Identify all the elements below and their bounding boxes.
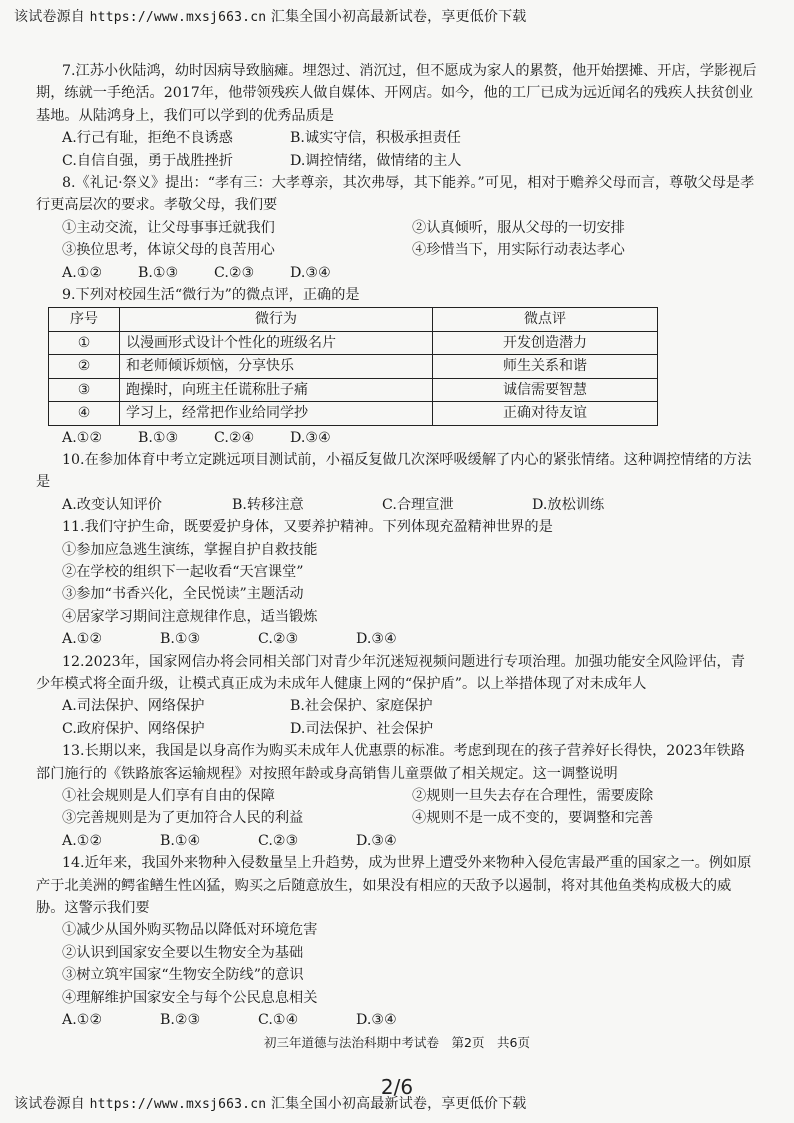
question-9: [36, 284, 758, 449]
options-row: [62, 1009, 758, 1031]
options-row: [62, 494, 758, 516]
option-a: A.①②: [62, 832, 103, 849]
option-c: C.政府保护、网络保护: [62, 720, 205, 737]
banner-url[interactable]: https://www.mxsj663.cn: [89, 1097, 267, 1112]
item-3: ③完善规则是为了更加符合人民的利益: [62, 810, 304, 827]
question-stem: 7.江苏小伙陆鸿，幼时因病导致脑瘫。埋怨过、消沉过，但不愿成为家人的累赘，他开始摆摊、开店，学影视后期，练就一手绝活。2017年，他带领残疾人做自媒体、开网店。如今，他的工厂已成为远近闻名的残疾人扶贫创业基地。从陆鸿身上，我们可以学到的优秀品质是: [36, 63, 757, 124]
option-d: D.③④: [356, 1012, 397, 1029]
options-row: [62, 262, 758, 284]
item-1: ①主动交流，让父母事事迁就我们: [62, 219, 275, 236]
item-1: ①参加应急逃生演练，掌握自护自救技能: [62, 541, 318, 558]
option-d: D.司法保护、社会保护: [290, 720, 434, 737]
question-12: [36, 651, 758, 741]
page-footer: 初三年道德与法治科期中考试卷 第2页 共6页: [264, 1035, 530, 1050]
options-row: [62, 718, 758, 740]
item-4: ④居家学习期间注意规律作息，适当锻炼: [62, 608, 318, 625]
option-b: B.转移注意: [232, 496, 304, 513]
banner-suffix: 汇集全国小初高最新试卷，享更低价下载: [270, 9, 527, 25]
table-cell: 诚信需要智慧: [433, 378, 658, 401]
question-10: [36, 449, 758, 516]
items-row: [62, 239, 758, 261]
option-b: B.社会保护、家庭保护: [290, 698, 433, 715]
question-13: [36, 740, 758, 852]
option-b: B.①③: [138, 264, 179, 281]
banner-prefix: 该试卷源自: [14, 9, 85, 25]
item-1: ①社会规则是人们享有自由的保障: [62, 788, 275, 804]
options-row: [62, 127, 758, 149]
column-header: 微点评: [433, 308, 658, 331]
item-3: ③换位思考，体谅父母的良苦用心: [62, 242, 275, 259]
table-header-row: [49, 308, 658, 331]
question-stem: 9.下列对校园生活“微行为”的微点评，正确的是: [62, 287, 360, 304]
question-8: [36, 172, 758, 284]
table-cell: 学习上，经常把作业给同学抄: [120, 402, 433, 425]
table-cell: ②: [49, 355, 120, 378]
item-2: ②在学校的组织下一起收看“天宫课堂”: [62, 563, 304, 580]
options-row: [62, 830, 758, 852]
table-row: [49, 355, 658, 378]
item-4: ④规则不是一成不变的，要调整和完善: [412, 810, 654, 827]
option-c: C.②④: [214, 429, 255, 446]
table-row: [49, 331, 658, 354]
option-d: D.调控情绪，做情绪的主人: [290, 152, 462, 169]
question-stem: 13.长期以来，我国是以身高作为购买未成年人优惠票的标准。考虑到现在的孩子营养好长得快，2023年铁路部门施行的《铁路旅客运输规程》对按照年龄或身高销售儿童票做了相关规定。这一调整说明: [36, 743, 745, 782]
table-row: [49, 402, 658, 425]
option-b: B.①③: [160, 631, 201, 648]
table-cell: 以漫画形式设计个性化的班级名片: [120, 331, 433, 354]
banner-suffix: 汇集全国小初高最新试卷，享更低价下载: [270, 1096, 527, 1112]
option-b: B.①③: [138, 429, 179, 446]
option-b: B.诚实守信，积极承担责任: [290, 130, 461, 147]
page-number: 2/6: [380, 1075, 414, 1099]
question-content: [36, 60, 758, 1031]
question-stem: 10.在参加体育中考立定跳远项目测试前，小福反复做几次深呼吸缓解了内心的紧张情绪。这种调控情绪的方法是: [36, 451, 752, 491]
table-cell: 正确对待友谊: [433, 402, 658, 425]
item-2: ②规则一旦失去存在合理性，需要废除: [412, 788, 654, 804]
option-a: A.①②: [62, 264, 103, 281]
source-banner-top: [14, 6, 780, 28]
question-14: [36, 852, 758, 1031]
option-d: D.③④: [356, 832, 397, 849]
option-c: C.合理宣泄: [382, 496, 454, 513]
item-4: ④珍惜当下，用实际行动表达孝心: [412, 242, 625, 259]
question-stem: 12.2023年，国家网信办将会同相关部门对青少年沉迷短视频问题进行专项治理。加强功能安全风险评估，青少年模式将全面升级，让模式真正成为未成年人健康上网的“保护盾”。以上举措体现了对未成年人: [36, 653, 745, 692]
options-row: [62, 427, 758, 449]
question-stem: 8.《礼记·祭义》提出：“孝有三：大孝尊亲，其次弗辱，其下能养。”可见，相对于赡养父母而言，尊敬父母是孝行更高层次的要求。孝敬父母，我们要: [36, 175, 755, 214]
option-d: D.③④: [290, 264, 331, 281]
item-3: ③参加“书香兴化，全民悦读”主题活动: [62, 586, 304, 603]
option-c: C.②③: [258, 631, 299, 648]
option-a: A.①②: [62, 1012, 103, 1029]
option-b: B.②③: [160, 1012, 201, 1029]
table-cell: ③: [49, 378, 120, 401]
options-row: [62, 628, 758, 650]
question-stem: 11.我们守护生命，既要爱护身体，又要养护精神。下列体现充盈精神世界的是: [62, 519, 553, 536]
item-1: ①减少从国外购买物品以降低对环境危害: [62, 922, 318, 939]
option-a: A.①②: [62, 429, 103, 446]
options-row: [62, 695, 758, 717]
option-d: D.③④: [356, 631, 397, 648]
banner-url[interactable]: https://www.mxsj663.cn: [89, 10, 267, 25]
table-cell: 开发创造潜力: [433, 331, 658, 354]
column-header: 微行为: [120, 308, 433, 331]
table-cell: ①: [49, 331, 120, 354]
items-row: [62, 785, 758, 807]
option-c: C.②③: [258, 832, 299, 849]
question-stem: 14.近年来，我国外来物种入侵数量呈上升趋势，成为世界上遭受外来物种入侵危害最严重的国家之一。例如原产于北美洲的鳄雀鳝生性凶猛，购买之后随意放生，如果没有相应的天敌予以遏制，将对其他鱼类构成极大的威胁。这警示我们要: [36, 855, 752, 917]
item-3: ③树立筑牢国家“生物安全防线”的意识: [62, 967, 304, 984]
item-2: ②认识到国家安全要以生物安全为基础: [62, 944, 304, 961]
micro-behavior-table: [48, 307, 658, 425]
source-banner-bottom: [14, 1093, 780, 1115]
option-a: A.司法保护、网络保护: [62, 698, 205, 715]
item-4: ④理解维护国家安全与每个公民息息相关: [62, 989, 318, 1006]
option-b: B.①④: [160, 832, 201, 849]
option-a: A.行己有耻，拒绝不良诱惑: [62, 130, 233, 147]
table-cell: 师生关系和谐: [433, 355, 658, 378]
options-row: [62, 150, 758, 172]
banner-prefix: 该试卷源自: [14, 1096, 85, 1112]
option-c: C.②③: [214, 264, 255, 281]
table-row: [49, 378, 658, 401]
option-a: A.改变认知评价: [62, 496, 162, 513]
table-cell: 和老师倾诉烦恼，分享快乐: [120, 355, 433, 378]
option-d: D.放松训练: [532, 496, 605, 513]
option-d: D.③④: [290, 429, 331, 446]
option-a: A.①②: [62, 631, 103, 648]
table-cell: ④: [49, 402, 120, 425]
items-row: [62, 807, 758, 829]
item-2: ②认真倾听，服从父母的一切安排: [412, 219, 625, 236]
question-11: [36, 516, 758, 650]
column-header: 序号: [49, 308, 120, 331]
option-c: C.自信自强，勇于战胜挫折: [62, 152, 233, 169]
table-cell: 跑操时，向班主任谎称肚子痛: [120, 378, 433, 401]
option-c: C.①④: [258, 1012, 299, 1029]
items-row: [62, 217, 758, 239]
question-7: [36, 60, 758, 172]
